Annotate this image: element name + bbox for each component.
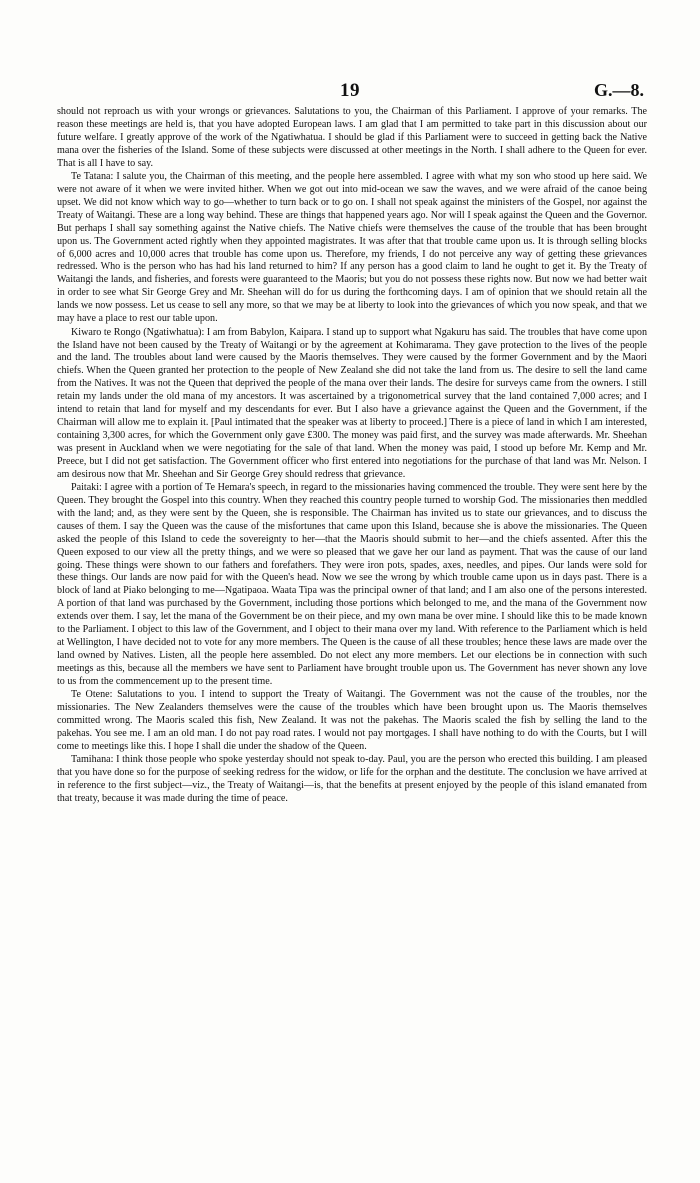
paragraph-te-tatana: Te Tatana: I salute you, the Chairman of this meeting, and the people here assembled. I agree with what my son who stood up here said. We were not aware of it when we were invited hither. When we got out into mid-ocean we saw the waves, and we were afraid of the canoe being upset. We did not know which way to go—whether to turn back or to go on. I shall not speak against the ministers of the Gospel, nor against the Treaty of Waitangi. These are a long way behind. These are things that happened years ago. Nor will I speak against the Queen and the Governor. But perhaps I shall say something against the Native chiefs. The Native chiefs were themselves the cause of the trouble that has been brought upon us. The Government acted rightly when they appointed magistrates. It was after that that trouble came upon us. It is through selling blocks of 6,000 acres and 10,000 acres that trouble has come upon us. Therefore, my friends, I do not perceive any way of getting these grievances redressed. Who is the person who has had his land returned to him? If any person has a good claim to land he ought to get it. By the Treaty of Waitangi the lands, and fisheries, and forests were guaranteed to the Maoris; but you do not possess these rights now. But now we had better wait in order to see what Sir George Grey and Mr. Sheehan will do for us during the forthcoming days. I am of opinion that we should retain all the lands we now possess. Let us cease to sell any more, so that we may be at liberty to look into the grievances of which you now speak, and that we may have a place to rest our table upon. [57, 171, 647, 325]
document-reference: G.—8. [593, 80, 644, 100]
paragraph-continuation: should not reproach us with your wrongs or grievances. Salutations to you, the Chairman of this Parliament. I approve of your remarks. The reason these meetings are held is, that you have adopted European laws. I am glad that I am permitted to take part in this discussion about our future welfare. I greatly approve of the work of the Ngatiwhatua. I should be glad if this Parliament were to succeed in getting back the Native mana over the fisheries of the Island. Some of these subjects were discussed at other meetings in the North. I shall adhere to the Queen for ever. That is all I have to say. [57, 106, 647, 169]
paragraph-kiwaro-te-rongo: Kiwaro te Rongo (Ngatiwhatua): I am from Babylon, Kaipara. I stand up to support what Ngakuru has said. The troubles that have come upon the Island have not been caused by the Treaty of Waitangi or by the agreement at Kohimarama. They gave protection to the lives of the people and the land. The troubles about land were caused by the Maoris themselves. They were caused by the former Government and by the Maori chiefs. When the Queen granted her protection to the people of New Zealand she did not take the land from us. The desire to sell the land came from the Natives. It was not the Queen that deprived the people of the mana over their lands. The desire for surveys came from the owners. I still retain my lands under the old mana of my ancestors. It was ascertained by a trigonometrical survey that the land contained 7,000 acres; and I intend to retain that land for myself and my descendants for ever. But I also have a grievance against the Queen and the Government, if the Chairman will allow me to explain it. [Paul intimated that the speaker was at liberty to proceed.] There is a piece of land in which I am interested, containing 3,300 acres, for which the Government only gave £300. The money was paid first, and the survey was made afterwards. Mr. Sheehan was present in Auckland when we were negotiating for the sale of that land. When the money was paid, I stood up before Mr. Kemp and Mr. Preece, but I did not get satisfaction. The Government officer who first entered into negotiations for the purchase of that land was Mr. Nelson. I am desirous now that Mr. Sheehan and Sir George Grey should redress that grievance. [57, 326, 647, 480]
paragraph-tamihana: Tamihana: I think those people who spoke yesterday should not speak to-day. Paul, you are the person who erected this building. I am pleased that you have done so for the purpose of seeking redress for the widow, or life for the orphan and the destitute. The conclusion we have arrived at in reference to the first subject—viz., the Treaty of Waitangi—is, that the benefits at present enjoyed by the people of this island emanated from that treaty, because it was made during the time of peace. [57, 754, 647, 804]
paragraph-te-otene: Te Otene: Salutations to you. I intend to support the Treaty of Waitangi. The Government was not the cause of the troubles, nor the missionaries. The New Zealanders themselves were the cause of the troubles which have been brought upon us. The Maoris themselves committed wrong. The Maoris scaled this fish, New Zealand. It was not the pakehas. The Maoris scaled the fish by selling the land to the pakehas. You see me. I am an old man. I do not pay road rates. I would not pay mortgages. I shall have nothing to do with the Courts, but I will come to meetings like this. I hope I shall die under the shadow of the Queen. [57, 689, 647, 752]
page-number: 19 [340, 80, 360, 101]
paragraph-paitaki: Paitaki: I agree with a portion of Te Hemara's speech, in regard to the missionaries having commenced the trouble. They were sent here by the Queen. They brought the Gospel into this country. When they reached this country people turned to worship God. The missionaries then meddled with the land; and, as they were sent by the Queen, she is responsible. The Chairman has invited us to state our grievances, and to discuss the causes of them. I say the Queen was the cause of the misfortunes that came upon this Island, because she is above the missionaries. The Queen asked the people of this Island to cede the sovereignty to her—that the Maoris should submit to her—and the chiefs assented. After this the Queen exposed to our view all the pretty things, and we were so pleased that we gave her our land as payment. That was the cause of our land going. These things were shown to our fathers and forefathers. They were iron pots, spades, axes, needles, and pipes. Our lands were sold for these things. Our lands are now paid for with the Queen's head. Now we see the wrong by which trouble came upon us in days past. There is a block of land at Piako belonging to me—Ngatipaoa. Waata Tipa was the principal owner of that land; and I am also one of the persons interested. A portion of that land was purchased by the Government, including those portions which belonged to me, and the mana of the Government now extends over them. I say, let the mana of the Government be on their piece, and my own mana be over mine. I should like this to be made known to the Parliament. I object to this law of the Government, and I object to their mana over my land. With reference to the Parliament which is held at Wellington, I have decided not to vote for any more members. The Queen is the cause of all these troubles; hence these laws are made over the land owned by Natives. Listen, all the people here assembled. Do not elect any more members. Let our elections be in connection with such meetings as this, because all the members we have sent to Parliament have brought trouble upon us. The Government has never shown any love to us from the commencement up to the present time. [57, 482, 647, 687]
body-text [57, 106, 647, 807]
